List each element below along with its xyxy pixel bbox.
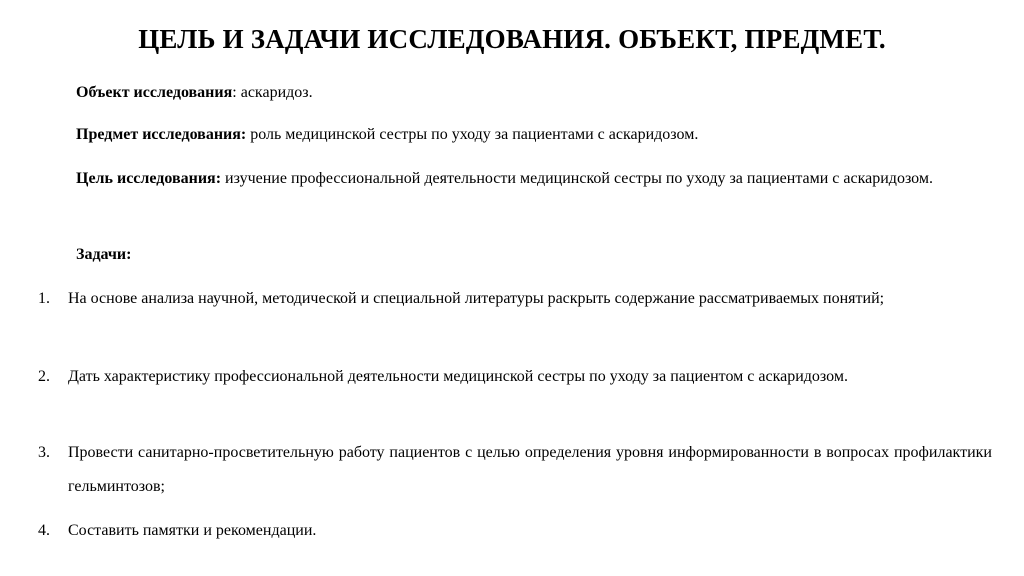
task-number: 2. <box>38 368 50 385</box>
research-object-label: Объект исследования <box>76 84 233 101</box>
research-object-text: : аскаридоз. <box>232 84 313 101</box>
task-text: На основе анализа научной, методической и специальной литературы раскрыть содержание рассматриваемых понятий; <box>68 290 885 307</box>
research-goal-text: изучение профессиональной деятельности медицинской сестры по уходу за пациентами с аскаридозом. <box>221 170 933 187</box>
research-goal <box>38 162 992 196</box>
research-subject-label: Предмет исследования: <box>76 126 247 143</box>
slide-title: ЦЕЛЬ И ЗАДАЧИ ИССЛЕДОВАНИЯ. ОБЪЕКТ, ПРЕДМЕТ. <box>138 24 886 54</box>
task-number: 4. <box>38 522 50 539</box>
tasks-heading <box>38 238 992 272</box>
tasks-heading-label: Задачи: <box>76 246 132 263</box>
research-subject <box>38 118 992 152</box>
task-text: Дать характеристику профессиональной деятельности медицинской сестры по уходу за пациентом с аскаридозом. <box>68 368 848 385</box>
task-number: 3. <box>38 444 50 461</box>
task-number: 1. <box>38 290 50 307</box>
task-text: Составить памятки и рекомендации. <box>68 522 317 539</box>
task-text: Провести санитарно-просветительную работу пациентов с целью определения уровня информированности в вопросах профилактики гельминтозов; <box>68 444 992 495</box>
research-goal-label: Цель исследования: <box>76 170 222 187</box>
research-object <box>38 76 992 110</box>
research-subject-text: роль медицинской сестры по уходу за пациентами с аскаридозом. <box>246 126 699 143</box>
